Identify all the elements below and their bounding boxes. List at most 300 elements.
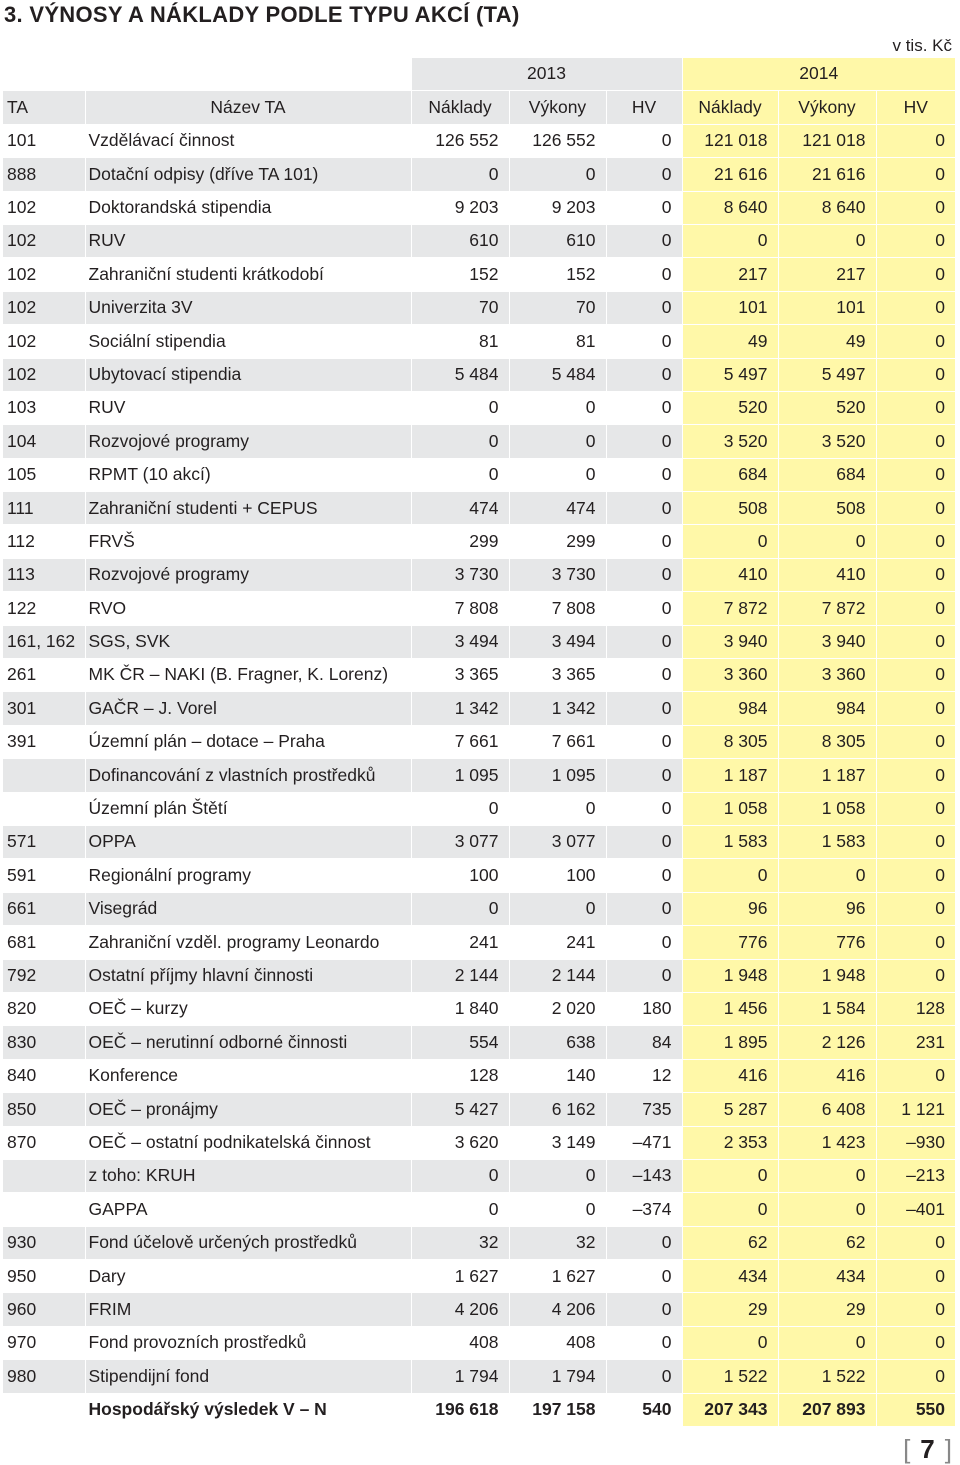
column-header: Výkony xyxy=(778,91,876,124)
value-cell: 101 xyxy=(778,291,876,324)
column-header: Výkony xyxy=(509,91,606,124)
ta-name-cell: GAČR – J. Vorel xyxy=(85,692,411,725)
value-cell: 0 xyxy=(606,425,682,458)
value-cell: 6 162 xyxy=(509,1093,606,1126)
value-cell: 0 xyxy=(876,825,955,858)
value-cell: 3 360 xyxy=(682,659,778,692)
value-cell: 231 xyxy=(876,1026,955,1059)
value-cell: 197 158 xyxy=(509,1393,606,1426)
value-cell: 0 xyxy=(606,725,682,758)
value-cell: 610 xyxy=(411,224,509,257)
value-cell: 0 xyxy=(876,191,955,224)
value-cell: 1 522 xyxy=(778,1360,876,1393)
value-cell: 0 xyxy=(682,1159,778,1192)
value-cell: 474 xyxy=(509,492,606,525)
ta-name-cell: Územní plán – dotace – Praha xyxy=(85,725,411,758)
value-cell: 81 xyxy=(411,325,509,358)
page-heading: 3. VÝNOSY A NÁKLADY PODLE TYPU AKCÍ (TA) xyxy=(4,2,520,27)
revenue-cost-table xyxy=(3,58,955,1427)
ta-code-cell: 661 xyxy=(3,892,85,925)
value-cell: 196 618 xyxy=(411,1393,509,1426)
value-cell: 776 xyxy=(682,926,778,959)
ta-code-cell: 102 xyxy=(3,258,85,291)
value-cell: 3 730 xyxy=(411,558,509,591)
value-cell: 217 xyxy=(778,258,876,291)
value-cell: 5 287 xyxy=(682,1093,778,1126)
value-cell: 0 xyxy=(606,325,682,358)
value-cell: 0 xyxy=(876,625,955,658)
value-cell: 1 584 xyxy=(778,992,876,1025)
value-cell: 7 661 xyxy=(509,725,606,758)
ta-name-cell: Ostatní příjmy hlavní činnosti xyxy=(85,959,411,992)
table-row xyxy=(3,725,955,758)
ta-name-cell: SGS, SVK xyxy=(85,625,411,658)
ta-code-cell xyxy=(3,1159,85,1192)
table-row xyxy=(3,625,955,658)
ta-code-cell: 950 xyxy=(3,1260,85,1293)
table-row xyxy=(3,1126,955,1159)
value-cell: 1 423 xyxy=(778,1126,876,1159)
value-cell: 0 xyxy=(876,358,955,391)
value-cell: 0 xyxy=(682,224,778,257)
value-cell: 6 408 xyxy=(778,1093,876,1126)
page-number-value: 7 xyxy=(920,1434,935,1464)
ta-name-cell: Fond provozních prostředků xyxy=(85,1326,411,1359)
ta-name-cell: Ubytovací stipendia xyxy=(85,358,411,391)
ta-code-cell: 840 xyxy=(3,1059,85,1092)
column-header: HV xyxy=(606,91,682,124)
value-cell: 0 xyxy=(876,1360,955,1393)
value-cell: –930 xyxy=(876,1126,955,1159)
value-cell: 416 xyxy=(682,1059,778,1092)
ta-code-cell: 102 xyxy=(3,224,85,257)
value-cell: 3 360 xyxy=(778,659,876,692)
value-cell: 180 xyxy=(606,992,682,1025)
ta-name-cell: Dary xyxy=(85,1260,411,1293)
table-row xyxy=(3,425,955,458)
value-cell: 520 xyxy=(778,391,876,424)
value-cell: 5 497 xyxy=(682,358,778,391)
table-row xyxy=(3,859,955,892)
table-row xyxy=(3,592,955,625)
value-cell: 3 940 xyxy=(682,625,778,658)
ta-name-cell: Územní plán Štětí xyxy=(85,792,411,825)
value-cell: 7 661 xyxy=(411,725,509,758)
value-cell: 121 018 xyxy=(682,124,778,157)
ta-code-cell: 112 xyxy=(3,525,85,558)
ta-code-cell: 104 xyxy=(3,425,85,458)
ta-code-cell xyxy=(3,1193,85,1226)
value-cell: 0 xyxy=(876,959,955,992)
value-cell: 126 552 xyxy=(411,124,509,157)
value-cell: 410 xyxy=(778,558,876,591)
value-cell: 8 305 xyxy=(682,725,778,758)
value-cell: 0 xyxy=(606,792,682,825)
value-cell: 0 xyxy=(876,725,955,758)
value-cell: 0 xyxy=(876,892,955,925)
value-cell: 84 xyxy=(606,1026,682,1059)
table-row xyxy=(3,1026,955,1059)
ta-code-cell: 122 xyxy=(3,592,85,625)
value-cell: 1 187 xyxy=(682,759,778,792)
ta-code-cell: 850 xyxy=(3,1093,85,1126)
table-row xyxy=(3,325,955,358)
value-cell: 3 940 xyxy=(778,625,876,658)
ta-name-cell: FRIM xyxy=(85,1293,411,1326)
value-cell: 5 484 xyxy=(509,358,606,391)
table-row xyxy=(3,759,955,792)
value-cell: 434 xyxy=(778,1260,876,1293)
value-cell: 70 xyxy=(509,291,606,324)
table-row xyxy=(3,458,955,491)
value-cell: 0 xyxy=(411,1193,509,1226)
ta-code-cell: 111 xyxy=(3,492,85,525)
value-cell: –401 xyxy=(876,1193,955,1226)
value-cell: 1 342 xyxy=(411,692,509,725)
value-cell: 100 xyxy=(411,859,509,892)
value-cell: 0 xyxy=(778,224,876,257)
ta-code-cell: 391 xyxy=(3,725,85,758)
value-cell: 2 020 xyxy=(509,992,606,1025)
value-cell: 207 343 xyxy=(682,1393,778,1426)
table-row xyxy=(3,892,955,925)
table-row xyxy=(3,1159,955,1192)
table-row xyxy=(3,1293,955,1326)
year-2013-header: 2013 xyxy=(411,58,682,91)
value-cell: 540 xyxy=(606,1393,682,1426)
value-cell: 0 xyxy=(778,1159,876,1192)
value-cell: 62 xyxy=(778,1226,876,1259)
value-cell: 1 583 xyxy=(682,825,778,858)
ta-name-cell: OEČ – kurzy xyxy=(85,992,411,1025)
value-cell: 0 xyxy=(606,358,682,391)
value-cell: 1 840 xyxy=(411,992,509,1025)
ta-name-cell: Visegrád xyxy=(85,892,411,925)
value-cell: 0 xyxy=(606,492,682,525)
value-cell: 0 xyxy=(411,158,509,191)
value-cell: 3 494 xyxy=(411,625,509,658)
value-cell: 0 xyxy=(876,425,955,458)
ta-name-cell: Zahraniční studenti + CEPUS xyxy=(85,492,411,525)
value-cell: 3 620 xyxy=(411,1126,509,1159)
value-cell: 1 095 xyxy=(411,759,509,792)
unit-label: v tis. Kč xyxy=(892,36,952,55)
value-cell: 1 583 xyxy=(778,825,876,858)
value-cell: 776 xyxy=(778,926,876,959)
table-row xyxy=(3,1059,955,1092)
table-row xyxy=(3,825,955,858)
value-cell: 3 730 xyxy=(509,558,606,591)
ta-code-cell: 970 xyxy=(3,1326,85,1359)
value-cell: 0 xyxy=(606,558,682,591)
year-2014-header: 2014 xyxy=(682,58,955,91)
ta-code-cell: 960 xyxy=(3,1293,85,1326)
value-cell: 0 xyxy=(876,291,955,324)
ta-name-cell: Rozvojové programy xyxy=(85,558,411,591)
ta-name-cell: RUV xyxy=(85,391,411,424)
value-cell: 101 xyxy=(682,291,778,324)
value-cell: 0 xyxy=(606,859,682,892)
table-row xyxy=(3,124,955,157)
value-cell: 0 xyxy=(876,158,955,191)
page-number: [ 7 ] xyxy=(903,1434,952,1464)
ta-name-cell: Stipendijní fond xyxy=(85,1360,411,1393)
value-cell: 0 xyxy=(778,1326,876,1359)
ta-name-cell: RVO xyxy=(85,592,411,625)
table-row xyxy=(3,1193,955,1226)
value-cell: 0 xyxy=(509,158,606,191)
value-cell: 7 872 xyxy=(778,592,876,625)
value-cell: 416 xyxy=(778,1059,876,1092)
value-cell: 9 203 xyxy=(411,191,509,224)
ta-code-cell xyxy=(3,759,85,792)
value-cell: 128 xyxy=(411,1059,509,1092)
ta-code-cell: 101 xyxy=(3,124,85,157)
ta-name-cell: OEČ – pronájmy xyxy=(85,1093,411,1126)
ta-name-cell: OEČ – nerutinní odborné činnosti xyxy=(85,1026,411,1059)
value-cell: 0 xyxy=(606,959,682,992)
value-cell: 0 xyxy=(411,792,509,825)
ta-name-cell: Doktorandská stipendia xyxy=(85,191,411,224)
table-row xyxy=(3,191,955,224)
ta-name-cell: Zahraniční studenti krátkodobí xyxy=(85,258,411,291)
table-row xyxy=(3,158,955,191)
value-cell: 7 872 xyxy=(682,592,778,625)
value-cell: 0 xyxy=(876,1326,955,1359)
value-cell: 684 xyxy=(682,458,778,491)
column-header: Název TA xyxy=(85,91,411,124)
value-cell: 3 077 xyxy=(509,825,606,858)
value-cell: 0 xyxy=(411,391,509,424)
value-cell: 0 xyxy=(682,859,778,892)
ta-code-cell: 980 xyxy=(3,1360,85,1393)
value-cell: 62 xyxy=(682,1226,778,1259)
value-cell: 0 xyxy=(606,1293,682,1326)
table-row xyxy=(3,558,955,591)
ta-code-cell: 888 xyxy=(3,158,85,191)
table-row xyxy=(3,959,955,992)
value-cell: 0 xyxy=(606,458,682,491)
value-cell: 0 xyxy=(606,592,682,625)
value-cell: 8 640 xyxy=(682,191,778,224)
ta-name-cell: z toho: KRUH xyxy=(85,1159,411,1192)
value-cell: 29 xyxy=(778,1293,876,1326)
value-cell: 100 xyxy=(509,859,606,892)
ta-name-cell: GAPPA xyxy=(85,1193,411,1226)
value-cell: 554 xyxy=(411,1026,509,1059)
value-cell: 32 xyxy=(411,1226,509,1259)
value-cell: 1 794 xyxy=(509,1360,606,1393)
column-header: HV xyxy=(876,91,955,124)
ta-name-cell: Univerzita 3V xyxy=(85,291,411,324)
table-row xyxy=(3,358,955,391)
table-row xyxy=(3,391,955,424)
value-cell: 0 xyxy=(876,1293,955,1326)
value-cell: 140 xyxy=(509,1059,606,1092)
value-cell: 3 520 xyxy=(682,425,778,458)
value-cell: 152 xyxy=(509,258,606,291)
value-cell: 508 xyxy=(682,492,778,525)
value-cell: 0 xyxy=(509,458,606,491)
column-header: Náklady xyxy=(411,91,509,124)
value-cell: 0 xyxy=(509,1193,606,1226)
ta-name-cell: RUV xyxy=(85,224,411,257)
ta-code-cell: 870 xyxy=(3,1126,85,1159)
value-cell: 121 018 xyxy=(778,124,876,157)
value-cell: 0 xyxy=(509,391,606,424)
blank-cell xyxy=(85,58,411,91)
value-cell: 1 627 xyxy=(509,1260,606,1293)
value-cell: 0 xyxy=(682,525,778,558)
ta-code-cell: 261 xyxy=(3,659,85,692)
ta-name-cell: Hospodářský výsledek V – N xyxy=(85,1393,411,1426)
value-cell: 0 xyxy=(606,926,682,959)
value-cell: 735 xyxy=(606,1093,682,1126)
value-cell: 0 xyxy=(778,1193,876,1226)
value-cell: 0 xyxy=(876,458,955,491)
value-cell: 1 794 xyxy=(411,1360,509,1393)
value-cell: 1 058 xyxy=(778,792,876,825)
value-cell: 520 xyxy=(682,391,778,424)
value-cell: 410 xyxy=(682,558,778,591)
value-cell: 7 808 xyxy=(411,592,509,625)
table-row xyxy=(3,692,955,725)
value-cell: 0 xyxy=(606,625,682,658)
value-cell: 0 xyxy=(778,859,876,892)
value-cell: 81 xyxy=(509,325,606,358)
value-cell: 0 xyxy=(606,224,682,257)
value-cell: 0 xyxy=(606,1360,682,1393)
value-cell: 5 427 xyxy=(411,1093,509,1126)
value-cell: 0 xyxy=(876,692,955,725)
value-cell: 3 149 xyxy=(509,1126,606,1159)
value-cell: 70 xyxy=(411,291,509,324)
table-row xyxy=(3,224,955,257)
value-cell: 12 xyxy=(606,1059,682,1092)
value-cell: 684 xyxy=(778,458,876,491)
ta-code-cell xyxy=(3,792,85,825)
value-cell: 508 xyxy=(778,492,876,525)
value-cell: 0 xyxy=(509,425,606,458)
value-cell: 0 xyxy=(606,825,682,858)
value-cell: 241 xyxy=(509,926,606,959)
value-cell: 128 xyxy=(876,992,955,1025)
value-cell: 550 xyxy=(876,1393,955,1426)
value-cell: 0 xyxy=(876,1059,955,1092)
value-cell: 1 121 xyxy=(876,1093,955,1126)
value-cell: 21 616 xyxy=(682,158,778,191)
value-cell: 32 xyxy=(509,1226,606,1259)
ta-code-cell: 792 xyxy=(3,959,85,992)
value-cell: 299 xyxy=(509,525,606,558)
ta-name-cell: OPPA xyxy=(85,825,411,858)
value-cell: 408 xyxy=(411,1326,509,1359)
table-row xyxy=(3,1093,955,1126)
value-cell: 0 xyxy=(509,892,606,925)
table-row xyxy=(3,926,955,959)
value-cell: 21 616 xyxy=(778,158,876,191)
value-cell: 9 203 xyxy=(509,191,606,224)
value-cell: 1 456 xyxy=(682,992,778,1025)
value-cell: 638 xyxy=(509,1026,606,1059)
value-cell: –143 xyxy=(606,1159,682,1192)
value-cell: 0 xyxy=(876,659,955,692)
value-cell: 0 xyxy=(411,458,509,491)
value-cell: 4 206 xyxy=(411,1293,509,1326)
value-cell: 0 xyxy=(509,792,606,825)
value-cell: 0 xyxy=(876,859,955,892)
value-cell: 0 xyxy=(876,1226,955,1259)
value-cell: 0 xyxy=(606,525,682,558)
column-header: Náklady xyxy=(682,91,778,124)
column-header: TA xyxy=(3,91,85,124)
value-cell: 0 xyxy=(606,258,682,291)
value-cell: 984 xyxy=(778,692,876,725)
value-cell: 241 xyxy=(411,926,509,959)
value-cell: 0 xyxy=(606,1260,682,1293)
ta-name-cell: Regionální programy xyxy=(85,859,411,892)
value-cell: 126 552 xyxy=(509,124,606,157)
table-row xyxy=(3,1260,955,1293)
value-cell: 96 xyxy=(778,892,876,925)
value-cell: 1 522 xyxy=(682,1360,778,1393)
value-cell: 3 494 xyxy=(509,625,606,658)
value-cell: 0 xyxy=(876,759,955,792)
value-cell: 1 627 xyxy=(411,1260,509,1293)
value-cell: 0 xyxy=(411,892,509,925)
value-cell: 299 xyxy=(411,525,509,558)
value-cell: 1 095 xyxy=(509,759,606,792)
value-cell: –213 xyxy=(876,1159,955,1192)
value-cell: 0 xyxy=(876,258,955,291)
ta-name-cell: FRVŠ xyxy=(85,525,411,558)
value-cell: 0 xyxy=(606,1326,682,1359)
value-cell: 1 058 xyxy=(682,792,778,825)
value-cell: –374 xyxy=(606,1193,682,1226)
table-row xyxy=(3,258,955,291)
value-cell: 2 126 xyxy=(778,1026,876,1059)
ta-name-cell: Konference xyxy=(85,1059,411,1092)
value-cell: 8 305 xyxy=(778,725,876,758)
value-cell: 1 342 xyxy=(509,692,606,725)
value-cell: –471 xyxy=(606,1126,682,1159)
ta-name-cell: Sociální stipendia xyxy=(85,325,411,358)
value-cell: 0 xyxy=(876,926,955,959)
value-cell: 0 xyxy=(606,191,682,224)
value-cell: 0 xyxy=(606,892,682,925)
value-cell: 4 206 xyxy=(509,1293,606,1326)
table-row xyxy=(3,525,955,558)
value-cell: 217 xyxy=(682,258,778,291)
value-cell: 96 xyxy=(682,892,778,925)
ta-code-cell: 102 xyxy=(3,191,85,224)
ta-code-cell: 113 xyxy=(3,558,85,591)
ta-code-cell: 102 xyxy=(3,325,85,358)
ta-name-cell: Zahraniční vzděl. programy Leonardo xyxy=(85,926,411,959)
value-cell: 1 895 xyxy=(682,1026,778,1059)
value-cell: 474 xyxy=(411,492,509,525)
ta-code-cell: 820 xyxy=(3,992,85,1025)
value-cell: 0 xyxy=(876,325,955,358)
value-cell: 0 xyxy=(606,124,682,157)
column-header-row xyxy=(3,91,955,124)
value-cell: 434 xyxy=(682,1260,778,1293)
table-row xyxy=(3,1360,955,1393)
value-cell: 2 353 xyxy=(682,1126,778,1159)
value-cell: 0 xyxy=(876,792,955,825)
value-cell: 1 948 xyxy=(778,959,876,992)
value-cell: 0 xyxy=(411,425,509,458)
